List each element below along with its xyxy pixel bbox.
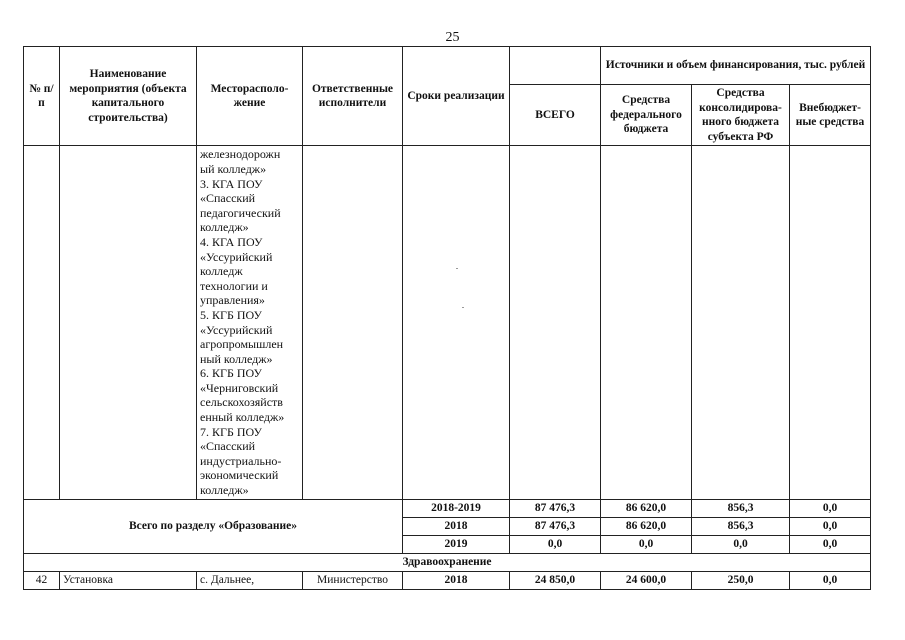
cont-extra-cell (790, 146, 871, 499)
row-name: Установка (60, 571, 197, 589)
location-line: колледж (200, 264, 243, 279)
location-line: 4. КГА ПОУ (200, 234, 263, 249)
header-location: Месторасполо-жение (197, 47, 303, 146)
header-total: ВСЕГО (510, 85, 601, 146)
header-terms: Сроки реализации (403, 47, 510, 146)
cont-responsible-cell (303, 146, 403, 499)
location-line: железнодорожн (200, 147, 281, 162)
row-consolidated: 250,0 (692, 571, 790, 589)
header-num: № п/п (24, 47, 60, 146)
section-total-period: 2019 (403, 535, 510, 553)
location-line: «Спасский (200, 439, 256, 454)
location-line: экономический (200, 468, 279, 483)
section-total-sum: 87 476,3 (510, 517, 601, 535)
location-line: технологии и (200, 278, 268, 293)
location-line: ный колледж» (200, 351, 273, 366)
table-row (24, 571, 871, 589)
location-line: колледж» (200, 483, 249, 498)
location-line: индустриально- (200, 453, 282, 468)
section-total-consolidated: 856,3 (692, 499, 790, 517)
section-total-label: Всего по разделу «Образование» (24, 499, 403, 553)
section-total-extra: 0,0 (790, 535, 871, 553)
row-responsible: Министерство (303, 571, 403, 589)
cont-federal-cell (601, 146, 692, 499)
cont-name-cell (60, 146, 197, 499)
row-num: 42 (24, 571, 60, 589)
location-line: «Черниговский (200, 380, 279, 395)
scan-speck (456, 268, 458, 269)
location-line: сельскохозяйств (200, 395, 283, 410)
scan-speck (462, 307, 464, 308)
financing-table (23, 46, 871, 590)
row-federal: 24 600,0 (601, 571, 692, 589)
section-heading-row (24, 553, 871, 571)
location-line: педагогический (200, 205, 281, 220)
cont-total-cell (510, 146, 601, 499)
cont-location-cell (197, 146, 303, 499)
section-total-federal: 86 620,0 (601, 517, 692, 535)
location-line: «Уссурийский (200, 322, 273, 337)
section-total-row (24, 499, 871, 517)
section-total-period: 2018-2019 (403, 499, 510, 517)
section-total-sum: 0,0 (510, 535, 601, 553)
location-line: «Уссурийский (200, 249, 273, 264)
row-total: 24 850,0 (510, 571, 601, 589)
continuation-row (24, 146, 871, 499)
location-list (200, 147, 299, 497)
section-total-sum: 87 476,3 (510, 499, 601, 517)
header-row-top (24, 47, 871, 85)
header-federal: Средства федерального бюджета (601, 85, 692, 146)
section-total-federal: 86 620,0 (601, 499, 692, 517)
section-total-extra: 0,0 (790, 499, 871, 517)
cont-num-cell (24, 146, 60, 499)
section-total-consolidated: 856,3 (692, 517, 790, 535)
header-responsible: Ответственные исполнители (303, 47, 403, 146)
location-line: агропромышлен (200, 337, 284, 352)
header-name: Наименование мероприятия (объекта капитального строительства) (60, 47, 197, 146)
cont-consolidated-cell (692, 146, 790, 499)
location-line: 7. КГБ ПОУ (200, 424, 262, 439)
location-line: ый колледж» (200, 161, 267, 176)
location-line: 6. КГБ ПОУ (200, 366, 262, 381)
cont-terms-cell (403, 146, 510, 499)
location-line: управления» (200, 293, 265, 308)
section-total-period: 2018 (403, 517, 510, 535)
row-location: с. Дальнее, (197, 571, 303, 589)
location-line: 5. КГБ ПОУ (200, 307, 262, 322)
header-extra-budget: Внебюджет-ные средства (790, 85, 871, 146)
section-heading: Здравоохранение (24, 553, 871, 571)
location-line: 3. КГА ПОУ (200, 176, 263, 191)
section-total-federal: 0,0 (601, 535, 692, 553)
header-funding-spacer (510, 47, 601, 85)
section-total-extra: 0,0 (790, 517, 871, 535)
location-line: енный колледж» (200, 410, 285, 425)
header-funding-group: Источники и объем финансирования, тыс. рублей (601, 47, 871, 85)
location-line: колледж» (200, 220, 249, 235)
location-line: «Спасский (200, 191, 256, 206)
row-extra: 0,0 (790, 571, 871, 589)
page-number: 25 (445, 30, 460, 45)
header-consolidated: Средства консолидирова-нного бюджета субъекта РФ (692, 85, 790, 146)
row-period: 2018 (403, 571, 510, 589)
section-total-consolidated: 0,0 (692, 535, 790, 553)
